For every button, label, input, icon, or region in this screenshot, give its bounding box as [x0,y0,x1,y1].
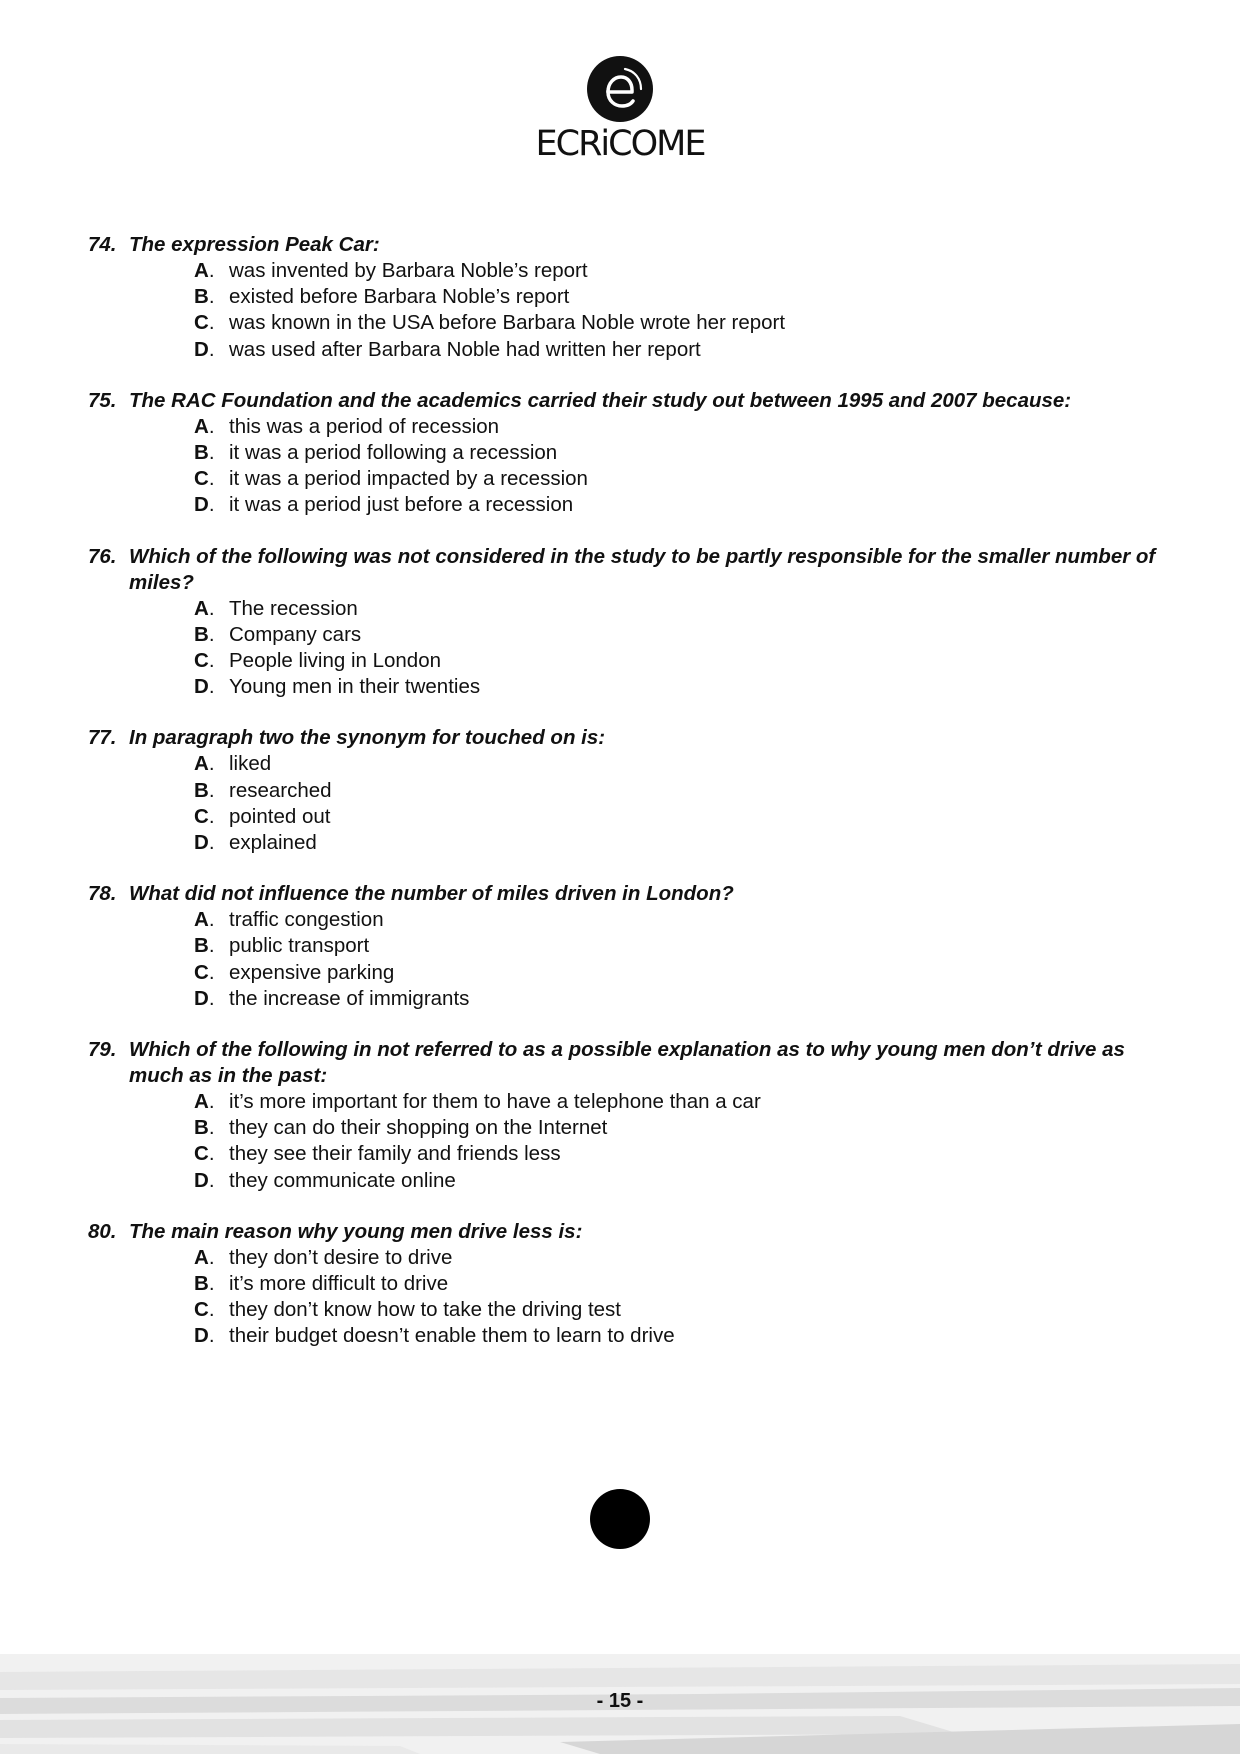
answer-option [194,960,1168,986]
option-letter-wrap [194,466,229,492]
option-letter-wrap [194,284,229,310]
option-text: existed before Barbara Noble’s report [229,285,570,309]
question-heading [88,232,1168,258]
answer-options [88,596,1168,701]
option-letter-wrap [194,258,229,284]
option-text: it’s more important for them to have a telephone than a car [229,1090,761,1114]
answer-options [88,1245,1168,1350]
answer-option [194,1297,1168,1323]
option-letter-wrap [194,1297,229,1323]
option-letter: B [194,1272,209,1296]
option-text: liked [229,752,272,776]
option-letter: A [194,908,209,932]
option-text: traffic congestion [229,908,384,932]
option-text: expensive parking [229,960,395,984]
option-text: Company cars [229,622,362,646]
option-letter-wrap [194,337,229,363]
question-item [88,232,1168,363]
option-text: it was a period impacted by a recession [229,467,588,491]
option-letter-dot: . [208,259,215,282]
option-letter-dot: . [208,285,215,309]
option-letter: B [194,778,209,802]
option-text: public transport [229,934,370,958]
question-item [88,881,1168,1012]
option-letter-wrap [194,1323,229,1349]
option-letter-dot: . [208,752,215,776]
option-letter-wrap [194,1271,229,1297]
option-letter-wrap [194,986,229,1012]
option-letter: C [194,804,209,828]
option-letter-dot: . [208,1142,215,1166]
option-letter: C [194,311,209,335]
option-text: it was a period following a recession [229,441,558,465]
answer-option [194,778,1168,804]
option-text: Young men in their twenties [229,675,481,699]
question-text: Which of the following was not considered in the study to be partly responsible for the smaller number of miles? [129,544,1156,594]
answer-option [194,466,1168,492]
question-item [88,725,1168,856]
option-text: explained [229,831,317,855]
answer-option [194,596,1168,622]
option-letter: C [194,467,209,491]
answer-option [194,310,1168,336]
option-letter: B [194,285,209,309]
option-text: this was a period of recession [229,414,500,438]
option-letter-dot: . [208,493,215,517]
answer-option [194,674,1168,700]
answer-option [194,933,1168,959]
option-text: was used after Barbara Noble had written her report [229,337,701,361]
option-letter-dot: . [208,1298,215,1322]
option-letter: C [194,960,209,984]
answer-option [194,622,1168,648]
option-letter: B [194,934,209,958]
question-number: 79. [88,1038,117,1062]
option-letter: D [194,675,209,699]
answer-options [88,907,1168,1012]
answer-option [194,986,1168,1012]
option-letter: A [194,414,209,438]
question-item [88,388,1168,519]
option-letter-wrap [194,674,229,700]
option-letter-wrap [194,1089,229,1115]
option-letter-dot: . [208,934,215,958]
option-letter: C [194,1298,209,1322]
option-letter-wrap [194,907,229,933]
question-item [88,1037,1168,1194]
question-heading [88,881,1168,907]
option-letter-dot: . [208,908,215,932]
question-number: 75. [88,388,117,412]
answer-options [88,751,1168,856]
option-letter: D [194,1168,209,1192]
answer-option [194,1323,1168,1349]
question-text: In paragraph two the synonym for touched on is: [129,726,606,750]
option-letter: B [194,441,209,465]
question-heading [88,388,1168,414]
option-letter-dot: . [208,414,215,438]
option-letter-dot: . [208,804,215,828]
page-number: - 15 - [596,1690,644,1712]
option-letter: B [194,622,209,646]
option-letter-dot: . [208,960,215,984]
option-letter: D [194,986,209,1010]
answer-options [88,1089,1168,1194]
ecricome-logo [0,56,1240,166]
option-letter-dot: . [208,1324,215,1348]
answer-option [194,751,1168,777]
question-text: The main reason why young men drive less is: [129,1219,583,1243]
logo-wordmark: ECRiCOME [535,124,705,164]
question-number: 78. [88,882,117,906]
option-letter-dot: . [208,337,215,361]
option-text: they can do their shopping on the Internet [229,1116,608,1140]
option-text: researched [229,778,332,802]
answer-option [194,1271,1168,1297]
option-text: was invented by Barbara Noble’s report [229,259,588,282]
answer-option [194,284,1168,310]
option-letter-dot: . [208,1168,215,1192]
option-letter-wrap [194,1168,229,1194]
question-heading [88,1219,1168,1245]
option-letter-dot: . [208,1245,215,1269]
answer-option [194,1089,1168,1115]
answer-options [88,258,1168,363]
option-letter-wrap [194,492,229,518]
option-letter-dot: . [208,467,215,491]
option-letter: C [194,1142,209,1166]
answer-options [88,414,1168,519]
answer-option [194,804,1168,830]
option-letter-wrap [194,596,229,622]
option-text: they don’t know how to take the driving test [229,1298,622,1322]
option-letter-wrap [194,1245,229,1271]
option-letter-wrap [194,1141,229,1167]
option-letter: A [194,1245,209,1269]
option-letter-dot: . [208,622,215,646]
option-letter-dot: . [208,1116,215,1140]
option-letter-dot: . [208,1090,215,1114]
answer-option [194,648,1168,674]
question-number: 76. [88,544,117,568]
option-text: pointed out [229,804,331,828]
question-heading [88,1037,1168,1089]
question-item [88,1219,1168,1350]
option-letter: C [194,649,209,673]
answer-option [194,1115,1168,1141]
option-letter-dot: . [208,778,215,802]
answer-option [194,1168,1168,1194]
option-letter-wrap [194,804,229,830]
option-letter: A [194,596,209,620]
option-text: it was a period just before a recession [229,493,574,517]
question-text: What did not influence the number of miles driven in London? [129,882,734,906]
option-letter-dot: . [208,1272,215,1296]
option-letter-wrap [194,778,229,804]
option-letter: B [194,1116,209,1140]
option-letter-dot: . [208,986,215,1010]
option-text: the increase of immigrants [229,986,470,1010]
option-letter-wrap [194,751,229,777]
answer-option [194,830,1168,856]
question-list [88,232,1168,1375]
answer-option [194,440,1168,466]
question-text: The RAC Foundation and the academics carried their study out between 1995 and 2007 because: [129,388,1072,412]
ecricome-e-icon [587,56,653,122]
option-letter-dot: . [208,441,215,465]
question-text: The expression Peak Car: [129,233,380,256]
option-text: they don’t desire to drive [229,1245,453,1269]
option-letter-dot: . [208,675,215,699]
option-letter-dot: . [208,311,215,335]
option-text: they communicate online [229,1168,456,1192]
answer-option [194,337,1168,363]
question-number: 77. [88,726,117,750]
answer-option [194,1141,1168,1167]
option-letter: A [194,752,209,776]
answer-option [194,258,1168,284]
option-letter: A [194,1090,209,1114]
option-letter: D [194,493,209,517]
option-text: it’s more difficult to drive [229,1272,449,1296]
option-letter-dot: . [208,649,215,673]
question-heading [88,725,1168,751]
option-letter: D [194,337,209,361]
option-text: was known in the USA before Barbara Noble wrote her report [229,311,786,335]
option-letter-dot: . [208,831,215,855]
answer-option [194,1245,1168,1271]
question-text: Which of the following in not referred to as a possible explanation as to why young men don’t drive as much as in the past: [129,1038,1125,1088]
option-letter-wrap [194,1115,229,1141]
answer-option [194,414,1168,440]
option-letter-dot: . [208,596,215,620]
option-letter-wrap [194,414,229,440]
option-letter: A [194,259,209,282]
answer-option [194,492,1168,518]
option-letter-wrap [194,622,229,648]
option-text: The recession [229,596,358,620]
option-letter-wrap [194,960,229,986]
question-heading [88,544,1168,596]
option-letter-wrap [194,440,229,466]
option-letter-wrap [194,933,229,959]
option-letter-wrap [194,648,229,674]
option-letter-wrap [194,310,229,336]
question-number: 74. [88,233,117,256]
option-text: they see their family and friends less [229,1142,561,1166]
decorative-black-dot [590,1489,650,1549]
option-text: their budget doesn’t enable them to learn to drive [229,1324,675,1348]
answer-option [194,907,1168,933]
question-number: 80. [88,1219,117,1243]
option-letter: D [194,1324,209,1348]
question-item [88,544,1168,701]
option-text: People living in London [229,649,441,673]
option-letter-wrap [194,830,229,856]
option-letter: D [194,831,209,855]
